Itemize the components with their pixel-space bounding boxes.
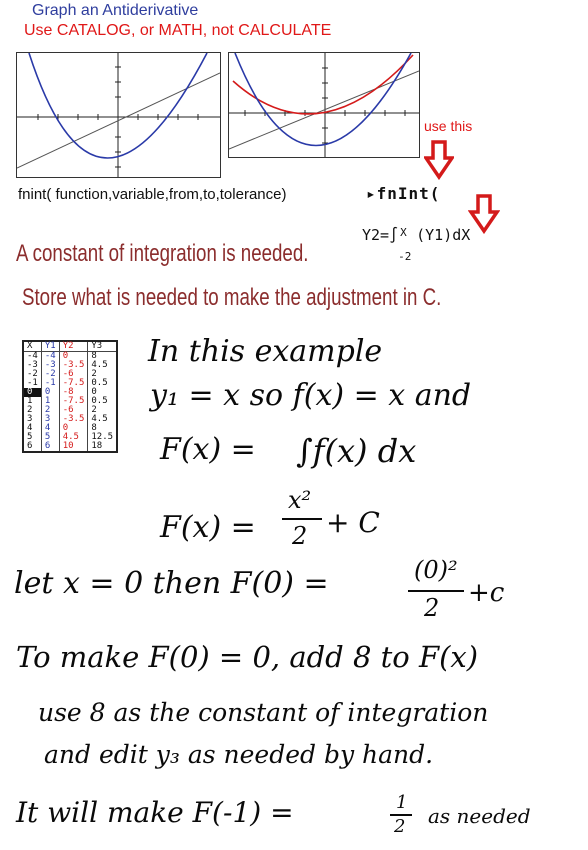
table-header-row (23, 341, 117, 352)
table-cell: 8 (88, 424, 117, 433)
hw-integral: ∫f(x) dx (296, 432, 417, 470)
table-cell: 0 (41, 388, 59, 397)
y2-integrand: (Y1)dX (416, 226, 471, 244)
table-cell: -4 (23, 352, 41, 362)
y2-upper-bound: X (400, 226, 407, 239)
hw-fraction-num: (0)² (414, 556, 458, 584)
table-cell: -3.5 (59, 361, 88, 370)
hw-fraction-den: 2 (394, 816, 406, 837)
table-cell: -6 (59, 370, 88, 379)
hw-let-x-zero: let x = 0 then F(0) = (14, 566, 329, 601)
table-cell: 1 (23, 397, 41, 406)
hw-F-of-x: F(x) = (160, 432, 256, 467)
table-cell: 6 (23, 442, 41, 452)
table-row (23, 442, 117, 452)
fnint-calculator-token: ▸fnInt( (366, 184, 441, 203)
table-cell: -1 (41, 379, 59, 388)
calculator-table (22, 340, 118, 453)
down-arrow-icon (468, 194, 500, 234)
y2-integral: Y2=∫ (362, 226, 399, 244)
table-cell: 4.5 (88, 415, 117, 424)
table-cell: 0 (88, 388, 117, 397)
table-header: Y2 (59, 341, 88, 352)
table-cell: 4.5 (88, 361, 117, 370)
y2-definition (362, 226, 471, 263)
table-cell: 2 (88, 406, 117, 415)
table-cell: 3 (23, 415, 41, 424)
hw-fraction-bar (408, 590, 464, 592)
hw-fraction-bar (282, 518, 322, 520)
table-cell: -3 (23, 361, 41, 370)
use-this-label: use this (424, 118, 473, 134)
table-cell: 0 (59, 424, 88, 433)
table-cell: 2 (23, 406, 41, 415)
table-cell: -6 (59, 406, 88, 415)
graph-right-plot (229, 53, 419, 157)
hw-fraction-num: 1 (396, 792, 408, 813)
table-cell: 0 (23, 388, 41, 397)
table-body (23, 352, 117, 453)
fnint-syntax: fnint( function,variable,from,to,tolerance) (18, 186, 287, 203)
table-cell: 12.5 (88, 433, 117, 442)
hw-F-of-x-2: F(x) = (160, 510, 256, 545)
table-cell: 4.5 (59, 433, 88, 442)
table-cell: 5 (41, 433, 59, 442)
table-cell: -2 (41, 370, 59, 379)
hw-fraction-den: 2 (424, 594, 440, 622)
hw-in-this-example: In this example (148, 334, 383, 369)
table-cell: 8 (88, 352, 117, 362)
hw-fraction-den: 2 (292, 522, 308, 550)
table-cell: 2 (88, 370, 117, 379)
table-cell: -7.5 (59, 397, 88, 406)
hw-plus-c: + C (326, 506, 380, 539)
table-cell: 6 (41, 442, 59, 452)
note-store-adjustment: Store what is needed to make the adjustment in C. (22, 284, 442, 311)
down-arrow-icon (424, 140, 454, 180)
table-header: Y3 (88, 341, 117, 352)
hw-plus-c: +c (468, 578, 505, 608)
table-cell: -3 (41, 361, 59, 370)
table-cell: 4 (23, 424, 41, 433)
table-cell: 0.5 (88, 379, 117, 388)
table-cell: -4 (41, 352, 59, 362)
hw-edit-y3: and edit y₃ as needed by hand. (44, 740, 434, 769)
table-cell: 1 (41, 397, 59, 406)
parabola-curve (235, 53, 411, 146)
table-cell: 5 (23, 433, 41, 442)
table-cell: -1 (23, 379, 41, 388)
graph-right (228, 52, 420, 158)
table-header: Y1 (41, 341, 59, 352)
table-cell: -7.5 (59, 379, 88, 388)
table-cell: 18 (88, 442, 117, 452)
page-subtitle: Use CATALOG, or MATH, not CALCULATE (24, 22, 332, 39)
graph-left-plot (17, 53, 220, 177)
table-cell: 2 (41, 406, 59, 415)
note-constant-needed: A constant of integration is needed. (16, 240, 309, 267)
table-cell: -8 (59, 388, 88, 397)
hw-y1-equals-x: y₁ = x so f(x) = x and (150, 378, 472, 413)
table-cell: -2 (23, 370, 41, 379)
table-cell: -3.5 (59, 415, 88, 424)
table-cell: 4 (41, 424, 59, 433)
hw-to-make: To make F(0) = 0, add 8 to F(x) (16, 640, 479, 674)
hw-as-needed: as needed (428, 804, 531, 828)
table-cell: 3 (41, 415, 59, 424)
table-cell: 0 (59, 352, 88, 362)
table-header: X (23, 341, 41, 352)
y2-lower-bound: -2 (398, 250, 412, 263)
hw-fraction-num: x² (288, 486, 312, 514)
graph-left (16, 52, 221, 178)
page-title: Graph an Antiderivative (32, 2, 199, 19)
hw-use-8: use 8 as the constant of integration (38, 698, 489, 727)
hw-it-will-make: It will make F(-1) = (16, 796, 294, 829)
table-cell: 10 (59, 442, 88, 452)
table-cell: 0.5 (88, 397, 117, 406)
table-row (23, 415, 117, 424)
